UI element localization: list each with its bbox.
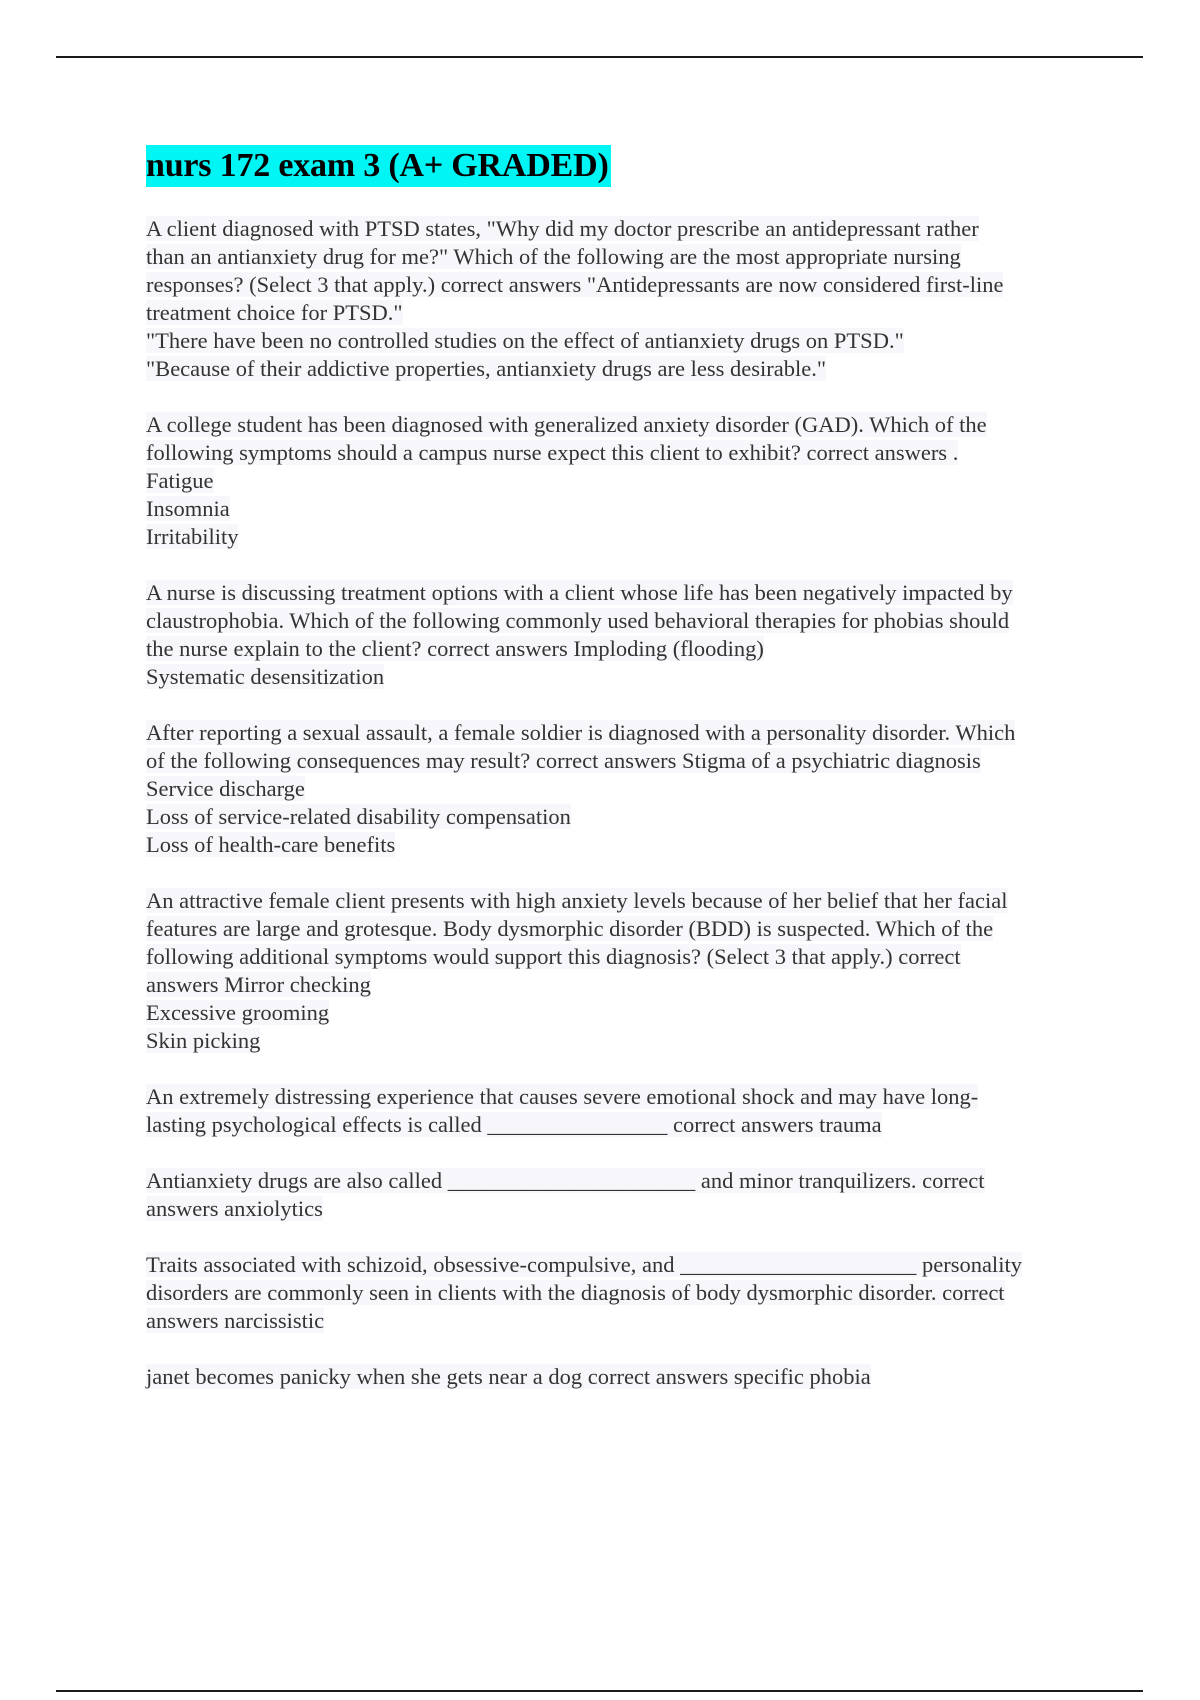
qa-line — [146, 1167, 1096, 1195]
qa-line — [146, 215, 1096, 243]
qa-line — [146, 327, 1096, 355]
qa-line-text: answers anxiolytics — [146, 1196, 323, 1221]
qa-line-text: Insomnia — [146, 496, 230, 521]
qa-line — [146, 579, 1096, 607]
document-body — [146, 145, 1096, 1419]
qa-line-text: Loss of health-care benefits — [146, 832, 396, 857]
header-rule — [56, 56, 1143, 58]
qa-line-text: Fatigue — [146, 468, 214, 493]
qa-line-text: responses? (Select 3 that apply.) correct answers "Antidepressants are now considered first-line — [146, 272, 1004, 297]
qa-line-text: answers Mirror checking — [146, 972, 371, 997]
qa-line-text: Loss of service-related disability compensation — [146, 804, 571, 829]
qa-list — [146, 215, 1096, 1391]
qa-line-text: than an antianxiety drug for me?" Which of the following are the most appropriate nursing — [146, 244, 961, 269]
qa-line-text: lasting psychological effects is called ________________ correct answers trauma — [146, 1112, 882, 1137]
qa-line-text: An extremely distressing experience that causes severe emotional shock and may have long- — [146, 1084, 979, 1109]
qa-line — [146, 411, 1096, 439]
qa-item — [146, 215, 1096, 383]
qa-line — [146, 1195, 1096, 1223]
qa-line — [146, 775, 1096, 803]
qa-line — [146, 915, 1096, 943]
footer-rule — [56, 1690, 1143, 1692]
qa-line-text: of the following consequences may result? correct answers Stigma of a psychiatric diagnosis — [146, 748, 981, 773]
qa-line-text: An attractive female client presents with high anxiety levels because of her belief that her facial — [146, 888, 1008, 913]
qa-line — [146, 1083, 1096, 1111]
qa-line — [146, 943, 1096, 971]
qa-line-text: Antianxiety drugs are also called ______________________ and minor tranquilizers. correct — [146, 1168, 985, 1193]
qa-line — [146, 607, 1096, 635]
qa-line — [146, 971, 1096, 999]
qa-line-text: Service discharge — [146, 776, 305, 801]
qa-line — [146, 299, 1096, 327]
qa-line — [146, 439, 1096, 467]
qa-line — [146, 1027, 1096, 1055]
qa-line-text: janet becomes panicky when she gets near a dog correct answers specific phobia — [146, 1364, 871, 1389]
qa-line — [146, 803, 1096, 831]
qa-line-text: Irritability — [146, 524, 239, 549]
qa-line — [146, 831, 1096, 859]
qa-line — [146, 243, 1096, 271]
qa-item — [146, 1251, 1096, 1335]
qa-line — [146, 663, 1096, 691]
qa-line-text: "There have been no controlled studies on the effect of antianxiety drugs on PTSD." — [146, 328, 904, 353]
qa-line-text: A college student has been diagnosed with generalized anxiety disorder (GAD). Which of the — [146, 412, 987, 437]
qa-line — [146, 1307, 1096, 1335]
qa-line-text: Traits associated with schizoid, obsessive-compulsive, and _____________________ personality — [146, 1252, 1022, 1277]
qa-line-text: A nurse is discussing treatment options with a client whose life has been negatively impacted by — [146, 580, 1013, 605]
qa-item — [146, 1167, 1096, 1223]
qa-line — [146, 495, 1096, 523]
qa-line-text: Skin picking — [146, 1028, 261, 1053]
qa-line-text: Systematic desensitization — [146, 664, 385, 689]
qa-line-text: After reporting a sexual assault, a female soldier is diagnosed with a personality disorder. Which — [146, 720, 1016, 745]
qa-line-text: A client diagnosed with PTSD states, "Why did my doctor prescribe an antidepressant rather — [146, 216, 979, 241]
qa-line-text: Excessive grooming — [146, 1000, 330, 1025]
qa-line — [146, 719, 1096, 747]
qa-line-text: following symptoms should a campus nurse expect this client to exhibit? correct answers . — [146, 440, 959, 465]
qa-line-text: the nurse explain to the client? correct answers Imploding (flooding) — [146, 636, 764, 661]
qa-line-text: answers narcissistic — [146, 1308, 325, 1333]
qa-line-text: following additional symptoms would support this diagnosis? (Select 3 that apply.) correct — [146, 944, 961, 969]
qa-line — [146, 747, 1096, 775]
qa-item — [146, 887, 1096, 1055]
qa-line — [146, 1279, 1096, 1307]
qa-line-text: features are large and grotesque. Body dysmorphic disorder (BDD) is suspected. Which of the — [146, 916, 994, 941]
qa-item — [146, 719, 1096, 859]
qa-line-text: "Because of their addictive properties, antianxiety drugs are less desirable." — [146, 356, 826, 381]
qa-item — [146, 411, 1096, 551]
qa-line — [146, 467, 1096, 495]
qa-line — [146, 523, 1096, 551]
qa-line — [146, 1251, 1096, 1279]
qa-line-text: disorders are commonly seen in clients with the diagnosis of body dysmorphic disorder. correct — [146, 1280, 1005, 1305]
qa-line — [146, 999, 1096, 1027]
qa-line — [146, 887, 1096, 915]
qa-item — [146, 1363, 1096, 1391]
qa-line-text: claustrophobia. Which of the following commonly used behavioral therapies for phobias should — [146, 608, 1010, 633]
qa-item — [146, 579, 1096, 691]
qa-line-text: treatment choice for PTSD." — [146, 300, 403, 325]
document-title: nurs 172 exam 3 (A+ GRADED) — [146, 145, 611, 187]
qa-line — [146, 635, 1096, 663]
qa-line — [146, 1111, 1096, 1139]
qa-line — [146, 271, 1096, 299]
qa-item — [146, 1083, 1096, 1139]
qa-line — [146, 355, 1096, 383]
qa-line — [146, 1363, 1096, 1391]
